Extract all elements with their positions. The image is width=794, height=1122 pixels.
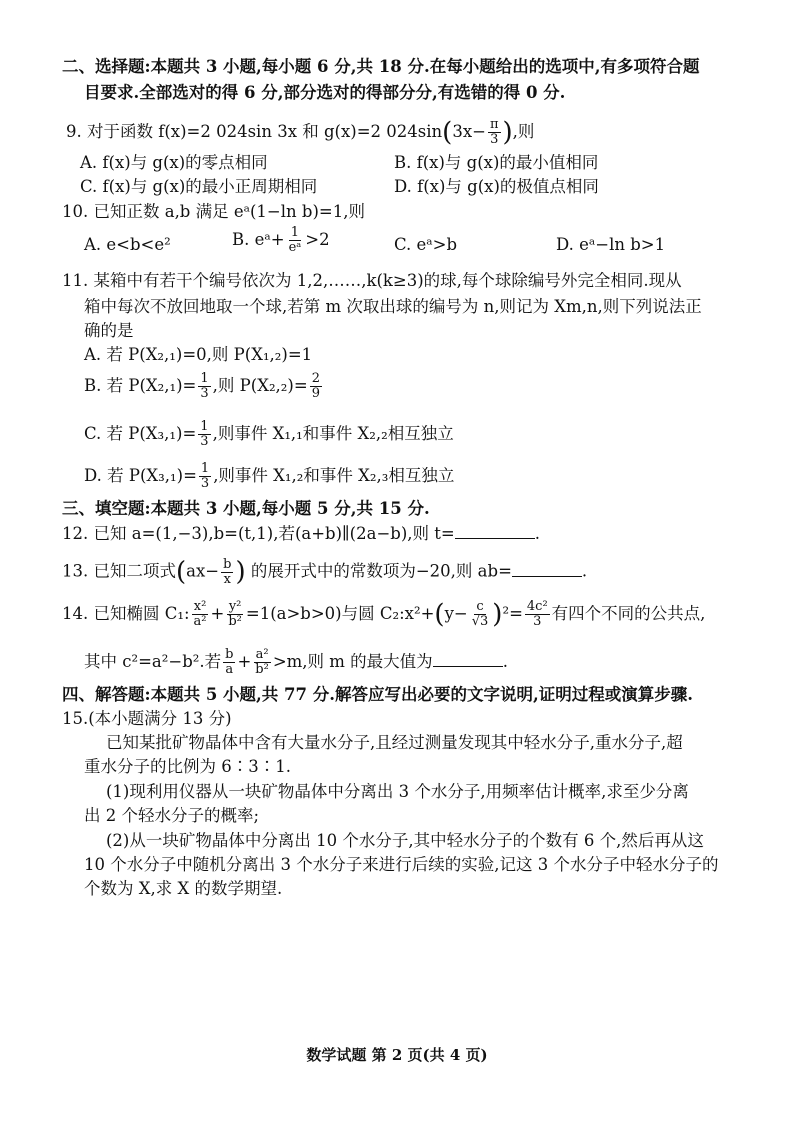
q14-n4: 4c²: [526, 599, 548, 614]
q14-frac1: [192, 600, 209, 629]
q12-end: .: [534, 524, 540, 543]
q13-stem: [62, 556, 587, 587]
q11-optb-fraction2: [310, 372, 322, 401]
section3-heading: 三、填空题:本题共 3 小题,每小题 5 分,共 15 分.: [62, 499, 430, 518]
q14-answer-blank[interactable]: [433, 650, 503, 667]
right-paren: ): [492, 599, 503, 630]
q15-title: 15.(本小题满分 13 分): [62, 709, 232, 728]
q15-part2-line1: (2)从一块矿物晶体中分离出 10 个水分子,其中轻水分子的个数有 6 个,然后再从这: [106, 831, 704, 850]
q13-end: .: [581, 561, 588, 581]
q10-option-c: C. eᵃ>b: [394, 235, 458, 254]
left-paren: (: [176, 557, 187, 587]
q11-optb-num1: 1: [200, 371, 209, 386]
q13-inner: ax−: [186, 561, 220, 581]
q11-optb-mid: ,则 P(X₂,₂)=: [212, 376, 308, 395]
q11-optb-pre: B. 若 P(X₂,₁)=: [84, 376, 197, 395]
q10-option-b: [232, 226, 330, 255]
page-footer: 数学试题 第 2 页(共 4 页): [306, 1046, 488, 1064]
q14-d5: a: [225, 662, 234, 677]
q12-stem-text: 12. 已知 a=(1,−3),b=(t,1),若(a+b)∥(2a−b),则 t=: [62, 524, 455, 543]
left-paren: (: [434, 599, 445, 630]
q14-inner: y−: [444, 604, 468, 623]
q9-frac-den: 3: [490, 132, 499, 147]
q15-para-line1: 已知某批矿物晶体中含有大量水分子,且经过测量发现其中轻水分子,重水分子,超: [106, 733, 683, 752]
q15-part2-line3: 个数为 X,求 X 的数学期望.: [84, 879, 283, 898]
q10-optb-post: >2: [305, 230, 330, 249]
q14-pre: 14. 已知椭圆 C₁:: [62, 604, 190, 623]
q11-optc-pre: C. 若 P(X₃,₁)=: [84, 424, 197, 443]
q11-line1: 11. 某箱中有若干个编号依次为 1,2,……,k(k≥3)的球,每个球除编号外完全相同.现从: [62, 271, 682, 290]
q10-option-a: A. e<b<e²: [84, 235, 171, 254]
q14-line1: [62, 600, 705, 629]
q15-para-line2: 重水分子的比例为 6∶3∶1.: [84, 757, 291, 776]
q14-d1: a²: [193, 614, 207, 629]
q12-answer-blank[interactable]: [455, 522, 535, 539]
q10-optb-pre: B. eᵃ+: [232, 230, 285, 249]
q15-part1-line1: (1)现利用仪器从一块矿物晶体中分离出 3 个水分子,用频率估计概率,求至少分离: [106, 782, 689, 801]
q14-end: .: [502, 652, 508, 671]
left-paren: (: [442, 117, 453, 148]
q14-frac5: [223, 648, 235, 677]
q11-optd-post: ,则事件 X₁,₂和事件 X₂,₃相互独立: [213, 466, 455, 485]
q14-line2-post: >m,则 m 的最大值为: [272, 652, 433, 671]
q13-frac-den: x: [223, 571, 231, 587]
q11-optb-den2: 9: [311, 386, 320, 401]
q14-frac4: [525, 600, 550, 629]
q15-part1-line2: 出 2 个轻水分子的概率;: [84, 806, 260, 825]
q12-stem: [62, 522, 540, 545]
q9-option-b: B. f(x)与 g(x)的最小值相同: [394, 153, 599, 172]
q14-frac3: [470, 600, 491, 629]
section4-heading: 四、解答题:本题共 5 小题,共 77 分.解答应写出必要的文字说明,证明过程或演算步骤.: [62, 685, 693, 704]
q13-stem-pre: 13. 已知二项式: [62, 561, 176, 581]
q14-post: 有四个不同的公共点,: [551, 604, 706, 623]
q11-optc-num: 1: [200, 419, 209, 434]
q15-part2-line2: 10 个水分子中随机分离出 3 个水分子来进行后续的实验,记这 3 个水分子中轻水分子的: [84, 855, 719, 874]
q9-stem-pre: 9. 对于函数 f(x)=2 024sin 3x 和 g(x)=2 024sin: [66, 122, 443, 141]
q13-stem-post: 的展开式中的常数项为−20,则 ab=: [250, 561, 512, 581]
q11-option-b: [84, 372, 324, 401]
q9-frac-num: π: [489, 117, 499, 132]
q11-optd-den: 3: [200, 476, 210, 491]
q11-optd-fraction: [199, 462, 211, 491]
q9-option-d: D. f(x)与 g(x)的极值点相同: [394, 177, 599, 196]
q9-stem-post: ,则: [512, 122, 535, 141]
q9-fraction: [488, 118, 501, 147]
q13-answer-blank[interactable]: [512, 560, 582, 577]
q11-optd-pre: D. 若 P(X₃,₁)=: [84, 466, 197, 485]
q13-fraction: [221, 558, 233, 587]
q14-plus: +: [210, 604, 225, 623]
q11-optc-fraction: [198, 420, 210, 449]
q14-frac2: [226, 600, 244, 629]
q9-option-c: C. f(x)与 g(x)的最小正周期相同: [80, 177, 318, 196]
q11-optb-num2: 2: [311, 371, 320, 386]
q14-mid: =1(a>b>0)与圆 C₂:x²+: [245, 604, 435, 623]
q14-n6: a²: [255, 647, 269, 662]
q14-d2: b²: [228, 614, 242, 629]
q9-stem: [66, 118, 534, 147]
q14-line2-pre: 其中 c²=a²−b².若: [84, 652, 222, 671]
q11-option-c: [84, 420, 454, 449]
q10-stem: 10. 已知正数 a,b 满足 eᵃ(1−ln b)=1,则: [62, 202, 365, 221]
q14-sq: ²=: [502, 604, 523, 623]
right-paren: ): [502, 117, 513, 148]
q11-optb-den1: 3: [200, 386, 209, 401]
q10-optb-fraction: [287, 226, 304, 255]
q9-option-a: A. f(x)与 g(x)的零点相同: [80, 153, 268, 172]
q14-d6: b²: [255, 662, 269, 677]
q11-line3: 确的是: [84, 321, 134, 340]
q14-n2: y²: [228, 599, 242, 614]
q14-n1: x²: [193, 599, 207, 614]
q10-optb-num: 1: [290, 225, 300, 240]
right-paren: ): [235, 557, 246, 587]
q13-frac-num: b: [223, 556, 232, 572]
section2-heading-line2: 目要求.全部选对的得 6 分,部分选对的得部分分,有选错的得 0 分.: [84, 83, 566, 102]
q14-frac6: [253, 648, 271, 677]
q11-optd-num: 1: [200, 461, 210, 476]
q11-option-d: [84, 462, 454, 491]
q14-line2: [84, 648, 508, 677]
q11-optc-post: ,则事件 X₁,₁和事件 X₂,₂相互独立: [212, 424, 454, 443]
q9-stem-inner: 3x−: [452, 122, 486, 141]
q14-n5: b: [225, 647, 234, 662]
q11-optb-fraction1: [198, 372, 210, 401]
q11-optc-den: 3: [200, 434, 209, 449]
q14-plus2: +: [237, 652, 252, 671]
q14-d4: 3: [533, 614, 542, 629]
section2-heading-line1: 二、选择题:本题共 3 小题,每小题 6 分,共 18 分.在每小题给出的选项中,有多项符合题: [62, 57, 700, 76]
q11-option-a: A. 若 P(X₂,₁)=0,则 P(X₁,₂)=1: [84, 345, 313, 364]
q10-option-d: D. eᵃ−ln b>1: [556, 235, 666, 254]
q14-d3: √3: [471, 614, 489, 629]
q10-optb-den: eᵃ: [288, 240, 302, 255]
q11-line2: 箱中每次不放回地取一个球,若第 m 次取出球的编号为 n,则记为 Xm,n,则下列说法正: [84, 297, 702, 316]
q14-n3: c: [476, 599, 484, 614]
